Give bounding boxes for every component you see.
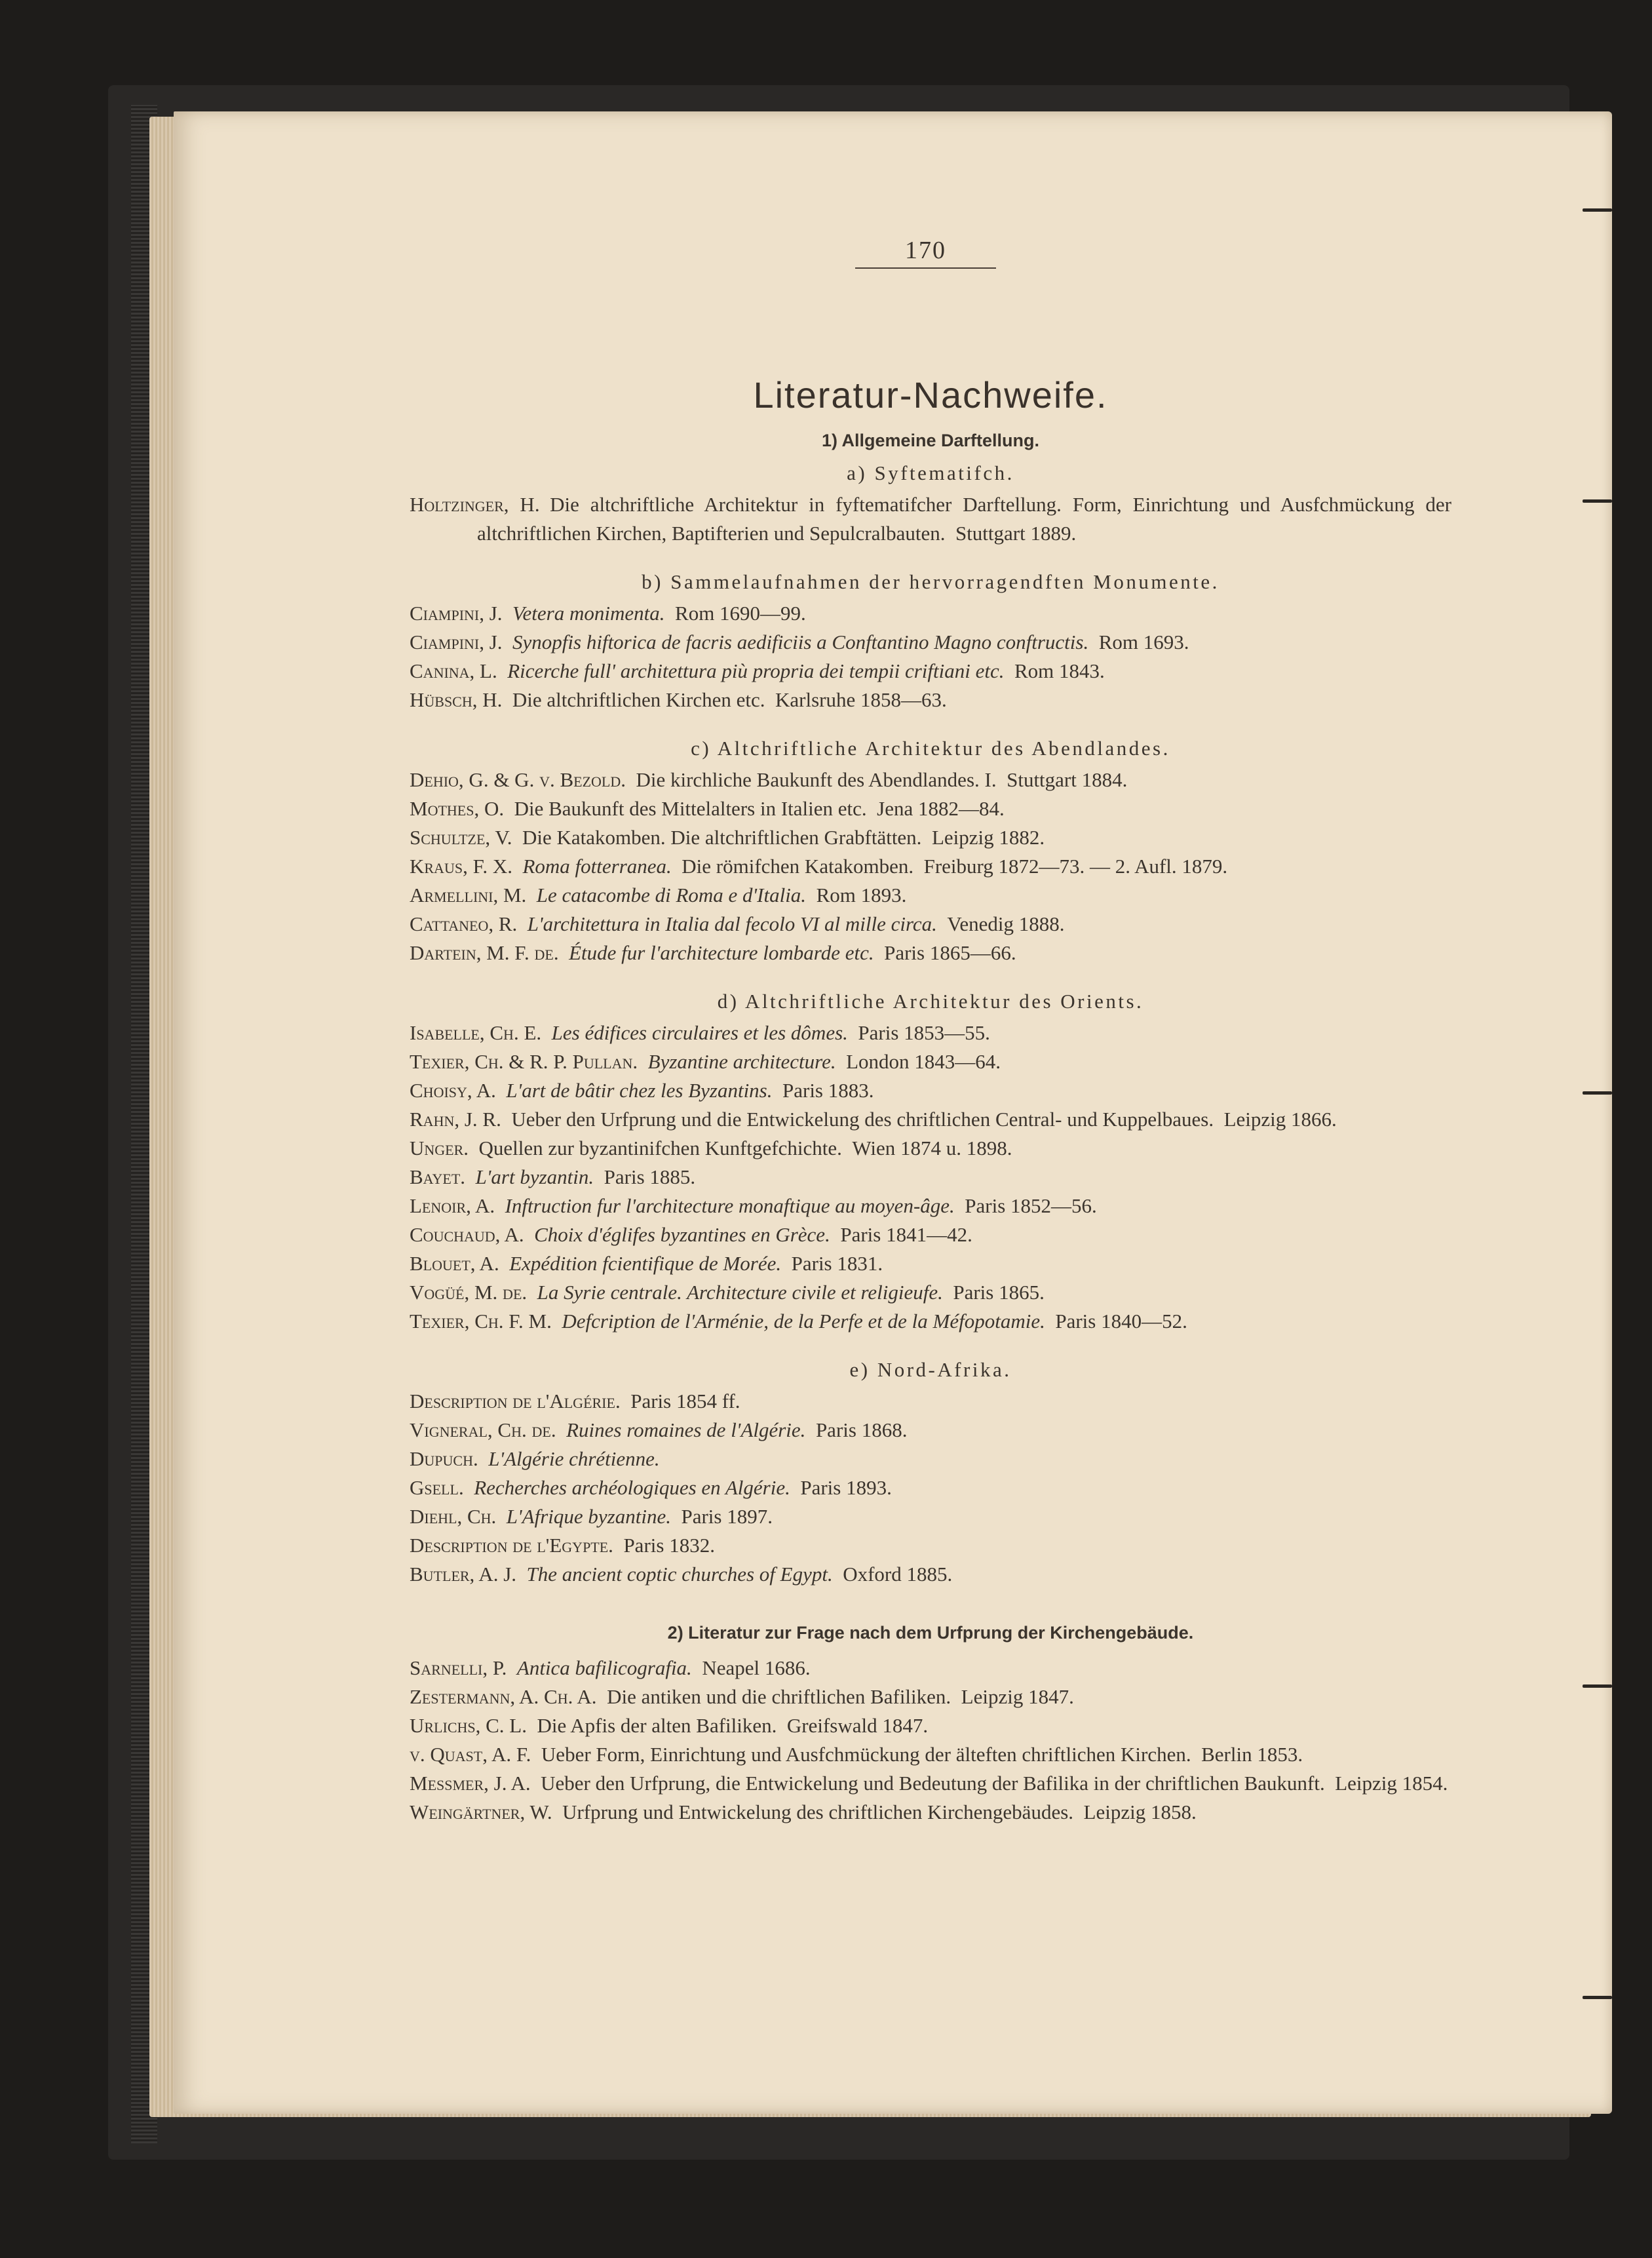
bibliography-entry <box>410 1531 1451 1560</box>
entry-title: Expédition fcientifique de Morée. <box>509 1252 782 1275</box>
entry-text: Quellen zur byzantinifchen Kunftgefchichte. <box>478 1137 842 1159</box>
entry-place-year: Stuttgart 1889. <box>955 522 1077 545</box>
entry-title: Vetera monimenta. <box>512 602 665 625</box>
subsection-heading: a) Syftematifch. <box>847 461 1014 484</box>
bibliography-entry <box>410 1192 1451 1220</box>
entry-place-year: Rom 1693. <box>1098 631 1189 653</box>
entry-place-year: Stuttgart 1884. <box>1007 768 1128 791</box>
entry-author: Gsell. <box>410 1476 464 1499</box>
entry-author: Choisy, A. <box>410 1079 496 1102</box>
entry-author: Texier, Ch. F. M. <box>410 1310 552 1333</box>
entry-place-year: Paris 1832. <box>623 1534 715 1557</box>
entry-author: Isabelle, Ch. E. <box>410 1021 542 1044</box>
bibliography-entry <box>410 628 1451 657</box>
entry-place-year: Rom 1843. <box>1014 659 1105 682</box>
bibliography-entry <box>410 1740 1451 1769</box>
bibliography-entry <box>410 1220 1451 1249</box>
entry-author: Unger. <box>410 1137 469 1159</box>
entry-place-year: Neapel 1686. <box>702 1656 811 1679</box>
subsection-heading: d) Altchriftliche Architektur des Orients. <box>717 990 1144 1013</box>
entry-text: Die Baukunft des Mittelalters in Italien etc. <box>514 797 867 820</box>
bibliography-entry <box>410 766 1451 794</box>
entry-title: L'Algérie chrétienne. <box>488 1447 660 1470</box>
entry-title: L'architettura in Italia dal fecolo VI al mille circa. <box>527 912 937 935</box>
entry-title: Synopfis hiftorica de facris aedificiis a Conftantino Magno conftructis. <box>512 631 1089 653</box>
bibliography-entry <box>410 1654 1451 1683</box>
entry-title: Byzantine architecture. <box>647 1050 836 1073</box>
entry-place-year: Paris 1853—55. <box>858 1021 990 1044</box>
entry-author: Holtzinger, H. <box>410 493 540 516</box>
entry-place-year: Jena 1882—84. <box>877 797 1005 820</box>
bibliography-sections <box>410 431 1451 1827</box>
entry-text: Urfprung und Entwickelung des chriftlichen Kirchengebäudes. <box>562 1801 1074 1823</box>
bibliography-entry <box>410 1502 1451 1531</box>
bibliography-entry <box>410 1387 1451 1416</box>
bibliography-entry <box>410 794 1451 823</box>
entry-place-year: Paris 1883. <box>782 1079 874 1102</box>
entry-author: Bayet. <box>410 1165 466 1188</box>
entry-text: Die Katakomben. Die altchriftlichen Grabftätten. <box>522 826 922 849</box>
subsection-heading: b) Sammelaufnahmen der hervorragendften Monumente. <box>642 570 1220 593</box>
entry-author: Vogüé, M. de. <box>410 1281 528 1304</box>
entry-place-year: Paris 1840—52. <box>1055 1310 1187 1333</box>
entry-place-year: Paris 1831. <box>791 1252 883 1275</box>
entry-title: The ancient coptic churches of Egypt. <box>526 1563 833 1586</box>
entry-place-year: Paris 1885. <box>604 1165 696 1188</box>
bibliography-entry <box>410 1473 1451 1502</box>
entry-title: Les édifices circulaires et les dômes. <box>551 1021 848 1044</box>
entry-place-year: London 1843—64. <box>846 1050 1001 1073</box>
entry-text: Die Apfis der alten Bafiliken. <box>537 1714 777 1737</box>
entry-author: Lenoir, A. <box>410 1194 495 1217</box>
entry-author: Ciampini, J. <box>410 602 503 625</box>
entry-author: Ciampini, J. <box>410 631 503 653</box>
entry-author: Schultze, V. <box>410 826 512 849</box>
entry-place-year: Oxford 1885. <box>843 1563 953 1586</box>
entry-text: Die kirchliche Baukunft des Abendlandes. I. <box>636 768 997 791</box>
page-edge-mark <box>1583 1091 1612 1095</box>
subsection-heading: e) Nord-Afrika. <box>849 1358 1012 1381</box>
entry-author: Sarnelli, P. <box>410 1656 507 1679</box>
entry-place-year: Greifswald 1847. <box>786 1714 929 1737</box>
entry-text: Die römifchen Katakomben. <box>682 855 914 878</box>
entry-place-year: Paris 1854 ff. <box>630 1390 740 1412</box>
bibliography-entry <box>410 1019 1451 1047</box>
entry-title: Roma fotterranea. <box>522 855 672 878</box>
entry-author: Description de l'Algérie. <box>410 1390 621 1412</box>
entry-author: Messmer, J. A. <box>410 1772 531 1795</box>
bibliography-entry <box>410 1105 1451 1134</box>
section-heading: 1) Allgemeine Darftellung. <box>821 431 1040 450</box>
bibliography-entry <box>410 1134 1451 1163</box>
entry-place-year: Rom 1690—99. <box>675 602 806 625</box>
bibliography-entry <box>410 1560 1451 1589</box>
bibliography-entry <box>410 910 1451 939</box>
entry-place-year: Paris 1841—42. <box>840 1223 972 1246</box>
bibliography-entry <box>410 1416 1451 1445</box>
bibliography-entry <box>410 1249 1451 1278</box>
bibliography-entry <box>410 657 1451 686</box>
page-edge-mark <box>1583 499 1612 503</box>
entry-place-year: Karlsruhe 1858—63. <box>775 688 947 711</box>
page-edge-mark <box>1583 1684 1612 1688</box>
entry-place-year: Freiburg 1872—73. — 2. Aufl. 1879. <box>923 855 1228 878</box>
bibliography <box>410 374 1451 1827</box>
bibliography-entry <box>410 1445 1451 1473</box>
entry-place-year: Paris 1852—56. <box>965 1194 1097 1217</box>
entry-title: L'art de bâtir chez les Byzantins. <box>506 1079 773 1102</box>
bibliography-entry <box>410 490 1451 548</box>
entry-title: Choix d'églifes byzantines en Grèce. <box>534 1223 830 1246</box>
entry-author: Armellini, M. <box>410 884 527 906</box>
entry-place-year: Leipzig 1854. <box>1335 1772 1448 1795</box>
bibliography-entry <box>410 1683 1451 1711</box>
page-number: 170 <box>855 236 996 269</box>
entry-text: Ueber Form, Einrichtung und Ausfchmückung der älteften chriftlichen Kirchen. <box>541 1743 1191 1766</box>
entry-author: Mothes, O. <box>410 797 505 820</box>
entry-author: Dehio, G. & G. v. Bezold. <box>410 768 626 791</box>
bibliography-entry <box>410 1798 1451 1827</box>
entry-title: Ricerche full' architettura più propria dei tempii criftiani etc. <box>507 659 1005 682</box>
entry-author: Kraus, F. X. <box>410 855 512 878</box>
entry-author: Texier, Ch. & R. P. Pullan. <box>410 1050 638 1073</box>
entry-text: Die altchriftlichen Kirchen etc. <box>512 688 765 711</box>
entry-author: Zestermann, A. Ch. A. <box>410 1685 597 1708</box>
entry-text: Die antiken und die chriftlichen Bafiliken. <box>607 1685 951 1708</box>
bibliography-entry <box>410 852 1451 881</box>
entry-author: Diehl, Ch. <box>410 1505 497 1528</box>
entry-place-year: Berlin 1853. <box>1201 1743 1303 1766</box>
bibliography-entry <box>410 1076 1451 1105</box>
section-heading: 2) Literatur zur Frage nach dem Urfprung der Kirchengebäude. <box>667 1623 1194 1643</box>
entry-author: Blouet, A. <box>410 1252 499 1275</box>
bibliography-entry <box>410 881 1451 910</box>
bibliography-entry <box>410 686 1451 714</box>
bibliography-entry <box>410 599 1451 628</box>
entry-title: Antica bafilicografia. <box>516 1656 692 1679</box>
entry-place-year: Leipzig 1858. <box>1083 1801 1197 1823</box>
entry-place-year: Paris 1865. <box>953 1281 1045 1304</box>
entry-place-year: Wien 1874 u. 1898. <box>852 1137 1012 1159</box>
bibliography-entry <box>410 1278 1451 1307</box>
bibliography-entry <box>410 823 1451 852</box>
entry-author: Cattaneo, R. <box>410 912 518 935</box>
page-title: Literatur-Nachweife. <box>753 374 1108 416</box>
entry-title: Inftruction fur l'architecture monaftique au moyen-âge. <box>505 1194 955 1217</box>
entry-title: Ruines romaines de l'Algérie. <box>566 1418 806 1441</box>
entry-text: Ueber den Urfprung und die Entwickelung des chriftlichen Central- und Kuppelbaues. <box>511 1108 1214 1131</box>
entry-place-year: Paris 1893. <box>800 1476 892 1499</box>
bibliography-entry <box>410 1307 1451 1336</box>
entry-place-year: Paris 1868. <box>815 1418 908 1441</box>
entry-author: Vigneral, Ch. de. <box>410 1418 556 1441</box>
entry-title: Defcription de l'Arménie, de la Perfe et de la Méfopotamie. <box>562 1310 1045 1333</box>
bibliography-entry <box>410 1711 1451 1740</box>
entry-author: Butler, A. J. <box>410 1563 517 1586</box>
entry-author: Dupuch. <box>410 1447 478 1470</box>
entry-text: Die altchriftliche Architektur in fyftematifcher Darftellung. Form, Einrichtung und Ausfchmückung der altchriftlichen Kirchen, Baptifterien und Sepulcralbauten. <box>477 493 1451 545</box>
subsection-heading: c) Altchriftliche Architektur des Abendlandes. <box>691 737 1170 760</box>
entry-place-year: Leipzig 1866. <box>1223 1108 1337 1131</box>
entry-author: Description de l'Egypte. <box>410 1534 613 1557</box>
entry-author: Rahn, J. R. <box>410 1108 501 1131</box>
entry-place-year: Paris 1897. <box>681 1505 773 1528</box>
entry-title: Le catacombe di Roma e d'Italia. <box>536 884 807 906</box>
entry-title: Étude fur l'architecture lombarde etc. <box>569 941 874 964</box>
entry-title: Recherches archéologiques en Algérie. <box>474 1476 790 1499</box>
entry-author: Dartein, M. F. de. <box>410 941 559 964</box>
entry-place-year: Rom 1893. <box>816 884 907 906</box>
page-edge-mark <box>1583 1996 1612 1999</box>
entry-place-year: Leipzig 1882. <box>931 826 1045 849</box>
bibliography-entry <box>410 1769 1451 1798</box>
entry-author: Hübsch, H. <box>410 688 503 711</box>
entry-title: L'art byzantin. <box>475 1165 594 1188</box>
page-edge-mark <box>1583 208 1612 212</box>
entry-place-year: Venedig 1888. <box>947 912 1065 935</box>
entry-author: Couchaud, A. <box>410 1223 524 1246</box>
entry-text: Ueber den Urfprung, die Entwickelung und Bedeutung der Bafilika in der chriftlichen Baukunft. <box>541 1772 1325 1795</box>
entry-title: La Syrie centrale. Architecture civile et religieufe. <box>537 1281 943 1304</box>
entry-author: Canina, L. <box>410 659 497 682</box>
bibliography-entry <box>410 1163 1451 1192</box>
bibliography-entry <box>410 1047 1451 1076</box>
bibliography-entry <box>410 939 1451 967</box>
entry-place-year: Paris 1865—66. <box>884 941 1016 964</box>
entry-author: Weingärtner, W. <box>410 1801 552 1823</box>
entry-author: v. Quast, A. F. <box>410 1743 531 1766</box>
entry-author: Urlichs, C. L. <box>410 1714 527 1737</box>
entry-place-year: Leipzig 1847. <box>961 1685 1074 1708</box>
entry-title: L'Afrique byzantine. <box>506 1505 671 1528</box>
